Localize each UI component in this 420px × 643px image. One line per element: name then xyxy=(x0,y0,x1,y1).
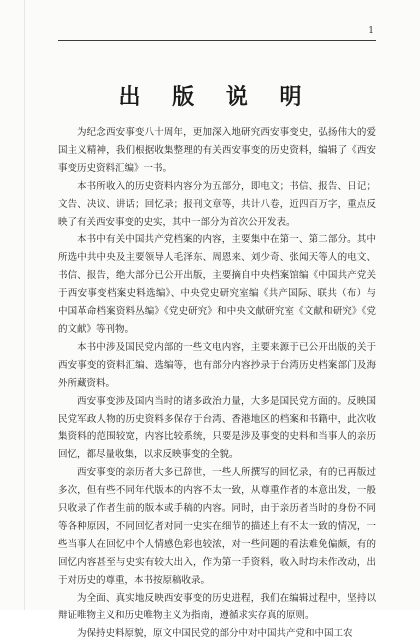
paragraph-3: 本书中有关中国共产党档案的内容，主要集中在第一、第二部分。其中所选中共中央及主要领导人毛泽东、周恩来、刘少奇、张闻天等人的电文、书信、报告，绝大部分已公开出版，主要摘自中央档案馆编《中国共产党关于西安事变档案史料选编》、中央党史研究室编《共产国际、联共（布）与中国革命档案资料丛编》《党史研究》和中央文献研究室《文献和研究》《党的文献》等刊物。 xyxy=(58,234,376,335)
paragraph-6: 西安事变的亲历者大多已辞世，一些人所撰写的回忆录，有的已再版过多次，但有些不同年代版本的内容不太一致，从尊重作者的本意出发，一般只收录了作者生前的版本或手稿的内容。同时，由于亲历者当时的身份不同等各种原因，不同回忆者对同一史实在细节的描述上有不太一致的情况，一些当事人在回忆中个人情感色彩也较浓，对一些问题的看法难免偏颇，有的回忆内容甚至与史实有较大出入，作为第一手资料，收入时均未作改动，出于对历史的尊重，本书按原稿收录。 xyxy=(58,467,376,586)
body-text xyxy=(58,124,376,643)
paragraph-5: 西安事变涉及国内当时的诸多政治力量，大多是国民党方面的。反映国民党军政人物的历史资料多保存于台湾、香港地区的档案和书籍中，此次收集资料的范围较宽，内容比较系统，只要是涉及事变的史料和当事人的亲历回忆，都尽量收集，以求反映事变的全貌。 xyxy=(58,395,376,461)
paragraph-7: 为全面、真实地反映西安事变的历史进程，我们在编辑过程中，坚持以辩证唯物主义和历史唯物主义为指南，遵循求实存真的原则。 xyxy=(58,592,376,622)
paragraph-8: 为保持史料原貌，原文中国民党的部分中对中国共产党和中国工农 xyxy=(77,628,353,640)
paragraph-4: 本书中涉及国民党内部的一些文电内容，主要来源于已公开出版的关于西安事变的资料汇编、选编等，也有部分内容抄录于台湾历史档案部门及海外所藏资料。 xyxy=(58,341,376,389)
page-title: 出 版 说 明 xyxy=(118,84,314,110)
header-rule xyxy=(58,40,376,41)
paragraph-2: 本书所收入的历史资料内容分为五部分，即电文；书信、报告、日记；文告、决议、讲话；回忆录；报刊文章等，共计八卷，近四百万字，重点反映了有关西安事变的史实，其中一部分为首次公开发表。 xyxy=(58,180,376,228)
page-number: 1 xyxy=(368,26,374,36)
paragraph-1: 为纪念西安事变八十周年，更加深入地研究西安事变史，弘扬伟大的爱国主义精神，我们根据收集整理的有关西安事变的历史资料，编辑了《西安事变历史资料汇编》一书。 xyxy=(58,127,376,174)
